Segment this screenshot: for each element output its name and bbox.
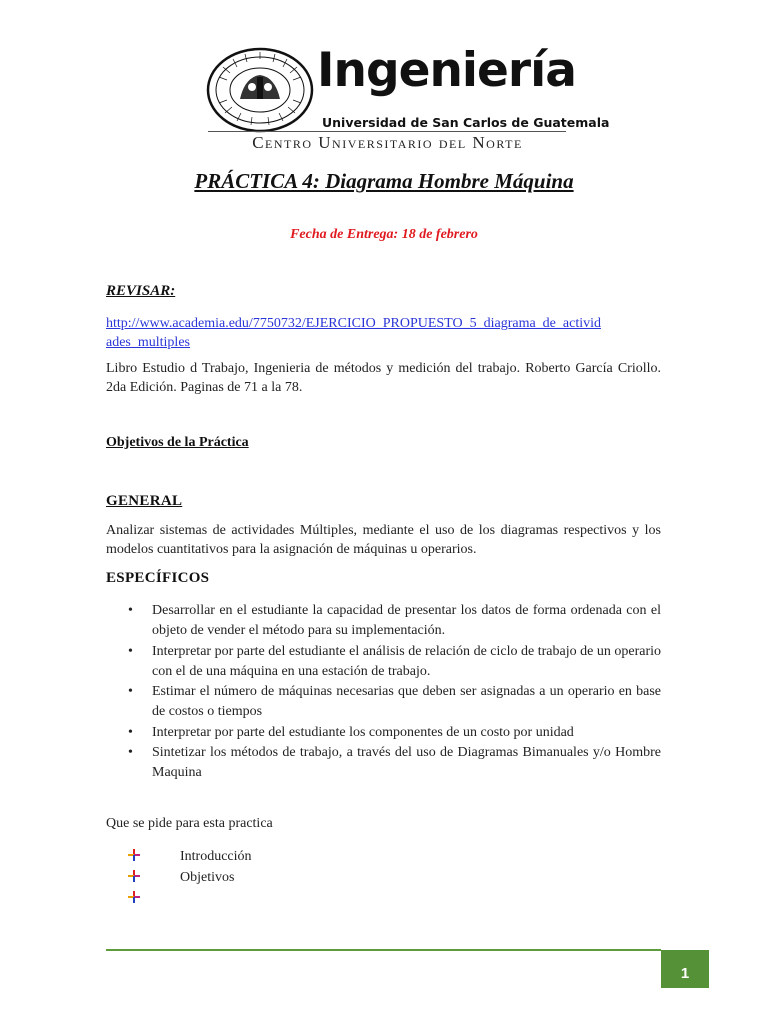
book-reference: Libro Estudio d Trabajo, Ingenieria de métodos y medición del trabajo. Roberto García Criollo. 2da Edición. Paginas de 71 a la 78. xyxy=(106,361,661,395)
reference-link[interactable]: http://www.academia.edu/7750732/EJERCICIO_PROPUESTO_5_diagrama_de_actividades_multiples xyxy=(106,316,601,350)
objectives-heading: Objetivos de la Práctica xyxy=(106,435,249,450)
bullet-icon: • xyxy=(128,745,133,761)
list-item: • Interpretar por parte del estudiante el análisis de relación de ciclo de trabajo de un operario con el de una máquina en una estación de trabajo. xyxy=(128,643,661,679)
especificos-heading: ESPECÍFICOS xyxy=(106,570,210,586)
especificos-list xyxy=(128,601,661,784)
pide-heading: Que se pide para esta practica xyxy=(106,816,273,831)
bullet-icon: • xyxy=(128,724,133,740)
logo-university-name: Universidad de San Carlos de Guatemala xyxy=(322,115,610,130)
logo-centro-name: Centro Universitario del Norte xyxy=(252,133,523,152)
footer-divider xyxy=(106,949,661,951)
bullet-icon: • xyxy=(128,684,133,700)
due-date: Fecha de Entrega: 18 de febrero xyxy=(290,227,478,242)
logo-wordmark: Ingeniería xyxy=(317,43,576,98)
document-title: PRÁCTICA 4: Diagrama Hombre Máquina xyxy=(194,169,574,193)
logo-divider xyxy=(208,131,566,132)
list-item: • Interpretar por parte del estudiante los componentes de un costo por unidad xyxy=(128,723,661,743)
general-objective-text: Analizar sistemas de actividades Múltiples, mediante el uso de los diagramas respectivos y los modelos cuantitativos para la asignación de máquinas u operarios. xyxy=(106,523,661,557)
colored-plus-icon xyxy=(128,891,140,903)
list-item: • Sintetizar los métodos de trabajo, a través del uso de Diagramas Bimanuales y/o Hombre Maquina xyxy=(128,745,661,781)
bullet-icon: • xyxy=(128,643,133,659)
page-number: 1 xyxy=(661,950,709,988)
header-logo xyxy=(205,43,610,152)
list-item: • Estimar el número de máquinas necesarias que deben ser asignadas a un operario en base de costos o tiempos xyxy=(128,684,661,720)
revisar-heading: REVISAR: xyxy=(106,283,176,299)
colored-plus-icon xyxy=(128,870,140,882)
bullet-icon: • xyxy=(128,603,133,618)
university-seal-icon xyxy=(205,47,315,133)
list-item: • Desarrollar en el estudiante la capacidad de presentar los datos de forma ordenada con el objeto de vender el método para su implementación. xyxy=(128,603,661,639)
colored-plus-icon xyxy=(128,849,140,861)
general-heading: GENERAL xyxy=(106,493,183,509)
